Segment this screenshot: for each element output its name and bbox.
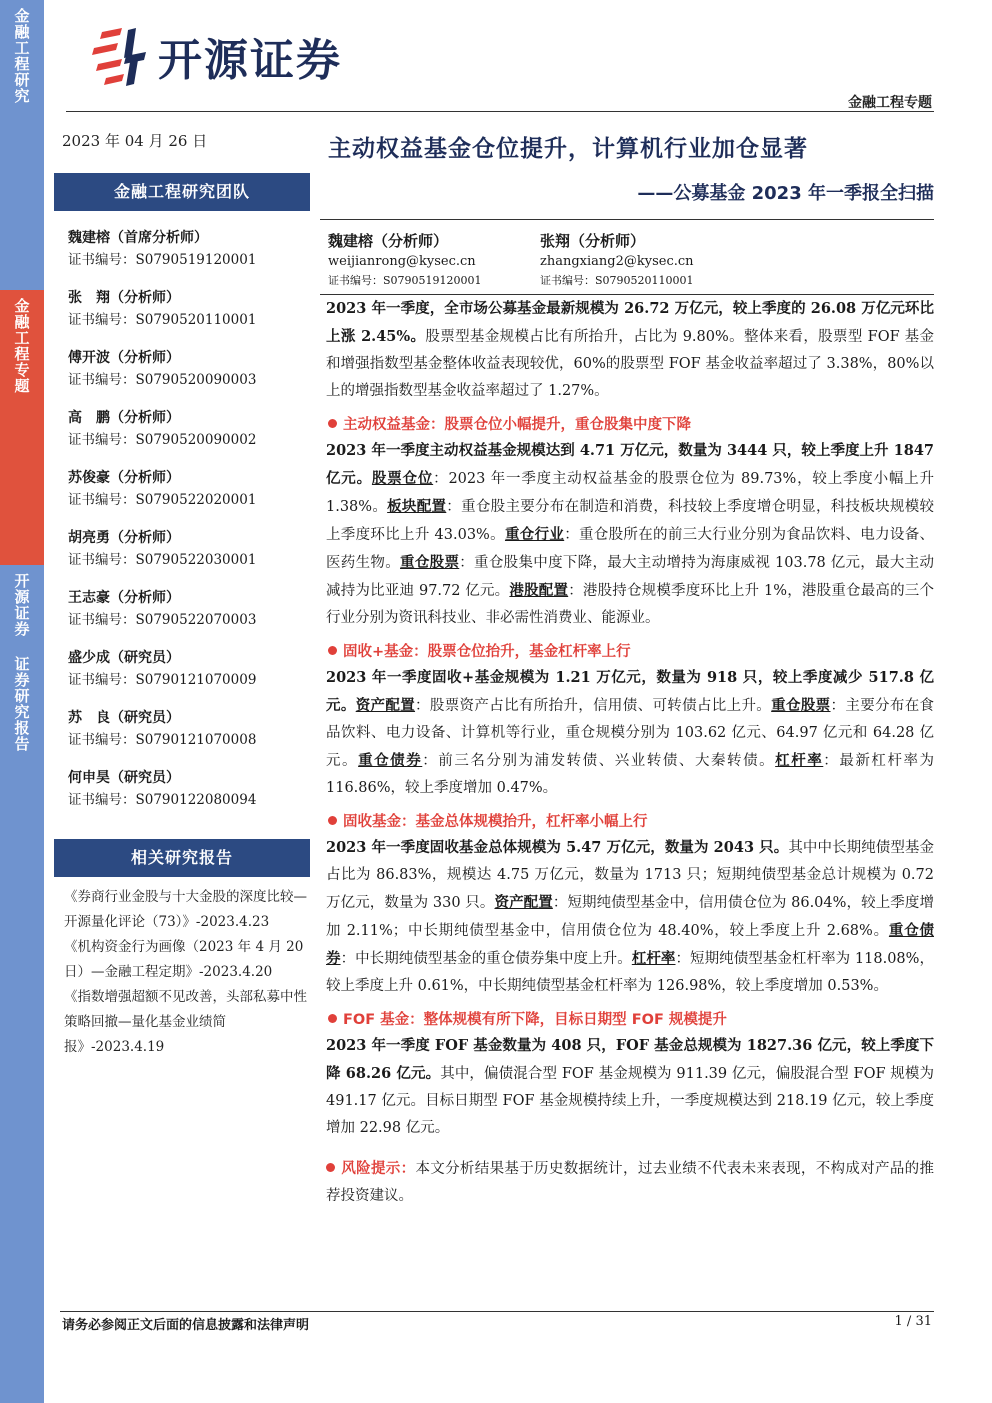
footer-disclaimer: 请务必参阅正文后面的信息披露和法律声明 <box>62 1318 310 1333</box>
risk-label: 风险提示： <box>341 1161 416 1177</box>
analyst-entry <box>68 467 310 511</box>
analyst-name: 苏俊豪（分析师） <box>68 470 180 486</box>
section-heading: FOF 基金：整体规模有所下降，目标日期型 FOF 规模提升 <box>328 1008 934 1032</box>
analyst-name: 苏 良（研究员） <box>68 710 180 726</box>
brand-logo <box>88 24 342 88</box>
team-heading: 金融工程研究团队 <box>54 173 310 211</box>
bullet-dot-icon <box>328 419 337 428</box>
side-band-research: 金融工程研究 <box>0 0 44 290</box>
analyst-entry <box>68 287 310 331</box>
author-name: 张翔（分析师） <box>540 232 646 250</box>
author-cert: 证书编号：S0790520110001 <box>540 274 694 287</box>
side-band-topic: 金融工程专题 <box>0 290 44 565</box>
analyst-cert: 证书编号：S0790520110001 <box>68 312 257 328</box>
header-divider <box>66 111 934 112</box>
main-column <box>320 130 934 1210</box>
analyst-entry <box>68 767 310 811</box>
author-email[interactable]: weijianrong@kysec.cn <box>328 254 476 269</box>
analyst-entry <box>68 227 310 271</box>
analyst-name: 王志豪（分析师） <box>68 590 180 606</box>
summary-lead: 2023 年一季度，全市场公募基金最新规模为 26.72 万亿元，较上季度的 26.08 万亿元环比上涨 2.45%。 <box>326 300 934 345</box>
author-cert: 证书编号：S0790519120001 <box>328 274 482 287</box>
bullet-dot-icon <box>328 816 337 825</box>
related-report-link[interactable]: 《机构资金行为画像（2023 年 4 月 20 日）—金融工程定期》-2023.4.20 <box>64 939 304 980</box>
summary-paragraph <box>326 295 934 405</box>
author-name: 魏建榕（分析师） <box>328 232 449 250</box>
analyst-cert: 证书编号：S0790522020001 <box>68 492 257 508</box>
section-heading: 固收基金：基金总体规模抬升，杠杆率小幅上行 <box>328 810 934 834</box>
section-paragraph: 2023 年一季度固收基金总体规模为 5.47 万亿元，数量为 2043 只。其中中长期纯债型基金占比为 86.83%，规模达 4.75 万亿元，数量为 1713 只；短期纯债型基金总计规模为 0.72 万亿元，数量为 330 只。资产配置：短期纯债型基金中，信用债仓位为 86.04%，较上季度增加 2.11%；中长期纯债型基金中，信用债仓位为 48.40%，较上季度上升 2.68%。重仓债券：中长期纯债型基金的重仓债券集中度上升。杠杆率：短期纯债型基金杠杆率为 118.08%，较上季度上升 0.61%，中长期纯债型基金杠杆率为 126.98%，较上季度增加 0.53%。 <box>326 839 934 994</box>
brand-logo-icon <box>88 26 150 86</box>
analyst-name: 胡亮勇（分析师） <box>68 530 180 546</box>
related-report-list <box>64 885 310 1060</box>
author-email[interactable]: zhangxiang2@kysec.cn <box>540 254 694 269</box>
related-report-link[interactable]: 《券商行业金股与十大金股的深度比较—开源量化评论（73）》-2023.4.23 <box>64 889 307 930</box>
analyst-name: 傅开波（分析师） <box>68 350 180 366</box>
analyst-cert: 证书编号：S0790520090002 <box>68 432 257 448</box>
report-date: 2023 年 04 月 26 日 <box>62 132 208 150</box>
page-number: 1 / 31 <box>894 1314 932 1329</box>
section-paragraph: 2023 年一季度固收+基金规模为 1.21 万亿元，数量为 918 只，较上季度减少 517.8 亿元。资产配置：股票资产占比有所抬升，信用债、可转债占比上升。重仓股票：主要分布在食品饮料、电力设备、计算机等行业，重仓规模分别为 103.62 亿元、64.97 亿元和 64.28 亿元。重仓债券：前三名分别为浦发转债、兴业转债、大秦转债。杠杆率：最新杠杆率为 116.86%，较上季度增加 0.47%。 <box>326 669 935 796</box>
author-entry <box>540 230 752 290</box>
analyst-name: 魏建榕（首席分析师） <box>68 230 208 246</box>
analyst-entry <box>68 587 310 631</box>
author-block <box>328 230 934 290</box>
analyst-entry <box>68 527 310 571</box>
report-title: 主动权益基金仓位提升，计算机行业加仓显著 <box>328 136 808 162</box>
side-band <box>0 0 44 1403</box>
side-band-report: 开源证券 证券研究报告 <box>0 565 44 1403</box>
analyst-cert: 证书编号：S0790121070008 <box>68 732 257 748</box>
analyst-name: 何申昊（研究员） <box>68 770 180 786</box>
section-paragraph: 2023 年一季度 FOF 基金数量为 408 只，FOF 基金总规模为 1827.36 亿元，较上季度下降 68.26 亿元。其中，偏债混合型 FOF 基金规模为 911.39 亿元，偏股混合型 FOF 规模为 491.17 亿元。目标日期型 FOF 基金规模持续上升，一季度规模达到 218.19 亿元，较上季度增加 22.98 亿元。 <box>326 1037 934 1136</box>
analyst-entry <box>68 647 310 691</box>
analyst-entry <box>68 407 310 451</box>
bullet-dot-icon <box>328 646 337 655</box>
report-subtitle: ——公募基金 2023 年一季报全扫描 <box>637 183 934 204</box>
analyst-cert: 证书编号：S0790520090003 <box>68 372 257 388</box>
summary-text: 股票型基金规模占比有所抬升，占比为 9.80%。整体来看，股票型 FOF 基金和增强指数型基金整体收益表现较优，60%的股票型 FOF 基金收益率超过了 3.38%，80%以上的增强指数型基金收益率超过了 1.27%。 <box>326 329 934 399</box>
bullet-dot-icon <box>326 1163 335 1172</box>
section-heading: 主动权益基金：股票仓位小幅提升，重仓股集中度下降 <box>328 413 934 437</box>
analyst-entry <box>68 347 310 391</box>
risk-warning <box>326 1156 934 1210</box>
left-column <box>54 130 310 1060</box>
risk-text: 本文分析结果基于历史数据统计，过去业绩不代表未来表现，不构成对产品的推荐投资建议。 <box>326 1161 934 1204</box>
analyst-name: 高 鹏（分析师） <box>68 410 180 426</box>
analyst-entry <box>68 707 310 751</box>
analyst-name: 盛少成（研究员） <box>68 650 180 666</box>
analyst-cert: 证书编号：S0790122080094 <box>68 792 257 808</box>
related-heading: 相关研究报告 <box>54 839 310 877</box>
analyst-cert: 证书编号：S0790121070009 <box>68 672 257 688</box>
brand-name: 开源证券 <box>158 35 342 86</box>
analyst-name: 张 翔（分析师） <box>68 290 180 306</box>
section-heading: 固收+基金：股票仓位抬升，基金杠杆率上行 <box>328 640 934 664</box>
analyst-cert: 证书编号：S0790522070003 <box>68 612 257 628</box>
related-report-link[interactable]: 《指数增强超额不见改善，头部私募中性策略回撤—量化基金业绩简报》-2023.4.19 <box>64 989 307 1055</box>
title-divider <box>320 219 934 220</box>
section-paragraph: 2023 年一季度主动权益基金规模达到 4.71 万亿元，数量为 3444 只，较上季度上升 1847 亿元。股票仓位：2023 年一季度主动权益基金的股票仓位为 89.73%，较上季度小幅上升 1.38%。板块配置：重仓股主要分布在制造和消费，科技较上季度增仓明显，科技板块规模较上季度环比上升 43.03%。重仓行业：重仓股所在的前三大行业分别为食品饮料、电力设备、医药生物。重仓股票：重仓股集中度下降，最大主动增持为海康威视 103.78 亿元，最大主动减持为比亚迪 97.72 亿元。港股配置：港股持仓规模季度环比上升 1%，港股重仓最高的三个行业分别为资讯科技业、非必需性消费业、能源业。 <box>326 442 935 626</box>
author-entry <box>328 230 540 290</box>
bullet-dot-icon <box>328 1014 337 1023</box>
analyst-cert: 证书编号：S0790519120001 <box>68 252 257 268</box>
analyst-list <box>54 227 310 811</box>
analyst-cert: 证书编号：S0790522030001 <box>68 552 257 568</box>
footer-divider <box>60 1311 934 1312</box>
doc-type: 金融工程专题 <box>848 95 932 111</box>
